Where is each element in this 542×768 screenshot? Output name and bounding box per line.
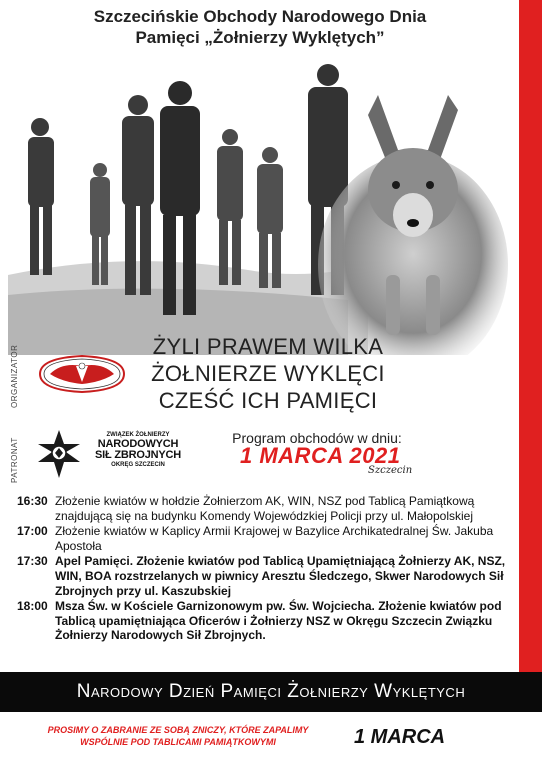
patron-line-1: ZWIĄZEK ŻOŁNIERZY [106,432,170,438]
schedule-time: 18:00 [17,599,48,614]
photo-illustration [8,55,518,355]
schedule-text: Złożenie kwiatów w Kaplicy Armii Krajowej w Bazylice Archikatedralnej Św. Jakuba Apostoła [55,524,494,553]
soldiers-and-wolf-photo [8,55,518,355]
slogan-line-1: ŻYLI PRAWEM WILKA [152,334,384,359]
slogan-block [118,333,418,414]
program-intro: Program obchodów w dniu: [232,430,402,446]
bottom-banner [0,672,542,712]
schedule-time: 16:30 [17,494,48,508]
schedule-time: 17:00 [17,524,48,539]
schedule-item [17,494,517,523]
banner-text: Narodowy Dzień Pamięci Żołnierzy Wyklętych [76,681,466,702]
schedule-text: Msza Św. w Kościele Garnizonowym pw. Św. Wojciecha. Złożenie kwiatów pod Tablicą upamiętniająca Oficerów i Żołnierzy NSZ w Okręgu Szczecin Związku Żołnierzy Narodowych Sił Zbrojnych. [55,599,502,643]
slogan-line-2: ŻOŁNIERZE WYKLĘCI [151,361,385,386]
title-line-2: Pamięci „Żołnierzy Wyklętych” [135,28,385,47]
nsz-cross-logo [36,428,82,480]
red-vertical-stripe [519,0,542,672]
page-title [0,6,520,48]
organizer-label: ORGANIZATOR [10,344,19,408]
schedule-list [17,494,517,644]
schedule-text: Złożenie kwiatów w hołdzie Żołnierzom AK, WIN, NSZ pod Tablicą Pamiątkową znajdującą się na budynku Komendy Wojewódzkiej Policji przy ul. Małopolskiej [55,494,475,523]
footer-date: 1 MARCA [354,726,446,748]
schedule-time: 17:30 [17,554,48,569]
schedule-item [17,524,517,553]
patron-name [88,432,188,469]
notice-line-1: PROSIMY O ZABRANIE ZE SOBĄ ZNICZY, KTÓRE ZAPALIMY [47,725,309,735]
slogan-line-3: CZEŚĆ ICH PAMIĘCI [158,388,378,413]
candle-notice [18,724,338,748]
patron-line-2: NARODOWYCH [97,438,179,450]
patron-line-4: OKRĘG SZCZECIN [111,462,165,468]
patron-label: PATRONAT [10,437,19,483]
schedule-item [17,554,517,598]
schedule-text: Apel Pamięci. Złożenie kwiatów pod Tablicą Upamiętniającą Żołnierzy AK, NSZ, WIN, BOA rozstrzelanych w piwnicy Aresztu Śledczego, Skwer Narodowych Sił Zbrojnych przy ul. Kaszubskiej [55,554,506,598]
notice-line-2: WSPÓLNIE POD TABLICAMI PAMIĄTKOWYMI [80,737,276,747]
organizer-logo [36,352,128,396]
program-date: 1 MARCA 2021 [240,443,401,468]
program-city: Szczecin [368,465,413,476]
patron-line-3: SIŁ ZBROJNYCH [94,449,182,461]
title-line-1: Szczecińskie Obchody Narodowego Dnia [93,7,427,26]
schedule-item [17,599,517,643]
